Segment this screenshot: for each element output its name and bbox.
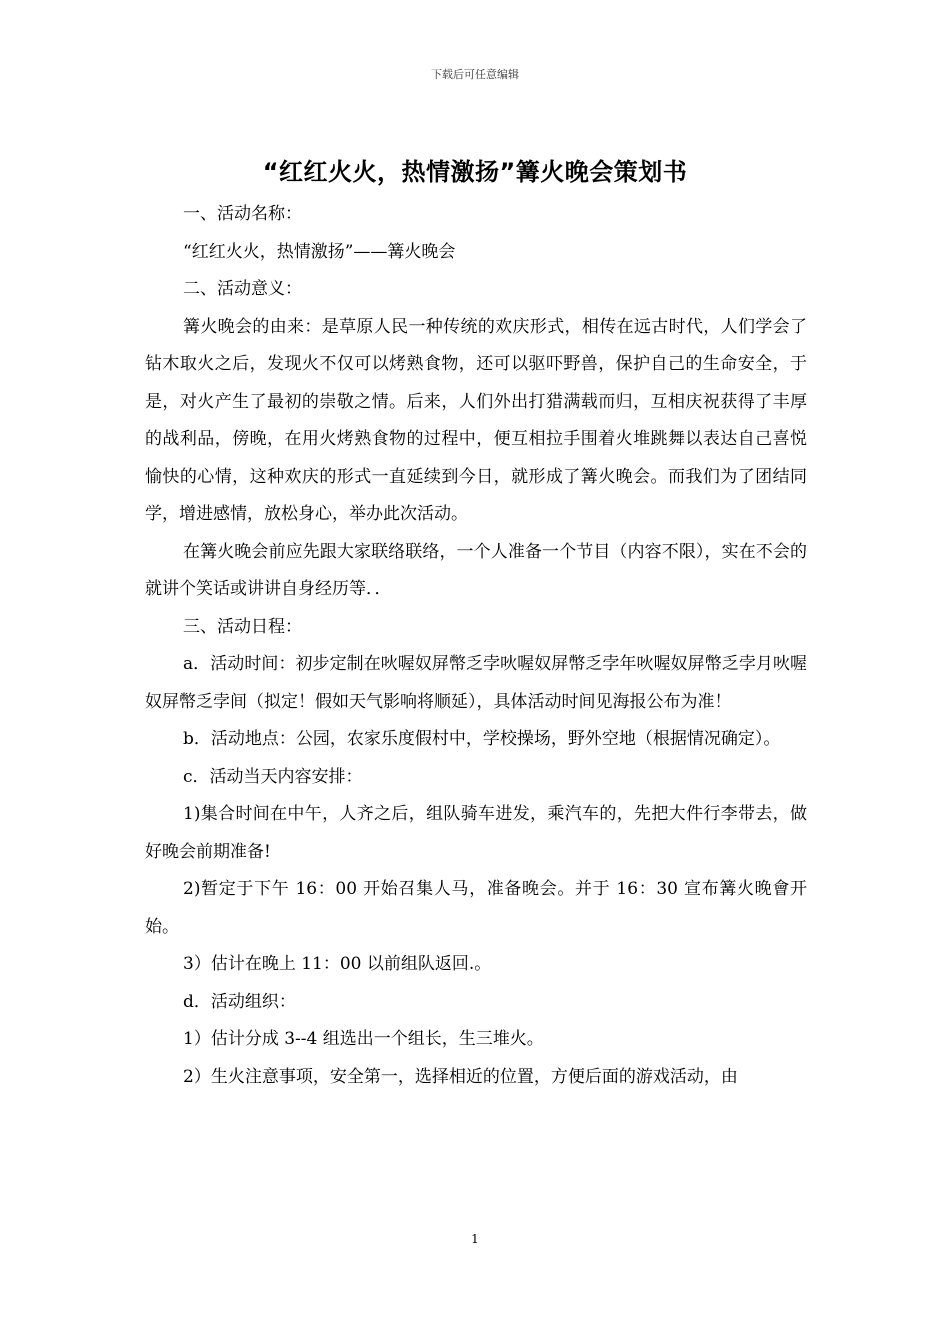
arrangement-step-2: 2)暂定于下午 16：00 开始召集人马，准备晚会。并于 16：30 宣布篝火晚會开始。 [145, 879, 807, 937]
document-body [145, 196, 807, 1096]
page-number: 1 [471, 1232, 479, 1246]
paragraph-preparation: 在篝火晚会前应先跟大家联络联络，一个人准备一个节目（内容不限），实在不会的就讲个笑话或讲讲自身经历等．． [145, 541, 807, 599]
arrangement-step-3: 3）估计在晚上 11：00 以前组队返回.。 [183, 954, 492, 974]
organization-step-2: 2）生火注意事项，安全第一，选择相近的位置，方便后面的游戏活动，由 [183, 1066, 738, 1087]
document-title: “红红火火，热情激扬”篝火晚会策划书 [262, 158, 688, 186]
section-heading-schedule: 三、活动日程： [183, 616, 302, 637]
arrangement-step-1: 1)集合时间在中午，人齐之后，组队骑车进发，乘汽车的，先把大件行李带去，做好晚会前期准备! [145, 804, 807, 862]
header-note: 下载后可任意编辑 [431, 68, 519, 81]
paragraph-bonfire-origin: 篝火晚会的由来：是草原人民一种传统的欢庆形式，相传在远古时代，人们学会了钻木取火之后，发现火不仅可以烤熟食物，还可以驱吓野兽，保护自己的生命安全，于是，对火产生了最初的崇敬之情。后来，人们外出打猎满载而归，互相庆祝获得了丰厚的战利品，傍晚，在用火烤熟食物的过程中，便互相拉手围着火堆跳舞以表达自己喜悦愉快的心情，这种欢庆的形式一直延续到今日，就形成了篝火晚会。而我们为了团结同学，增进感情，放松身心，举办此次活动。 [145, 316, 807, 524]
organization-step-1: 1）估计分成 3--4 组选出一个组长，生三堆火。 [183, 1029, 544, 1049]
section-heading-activity-name: 一、活动名称： [183, 204, 302, 224]
schedule-item-organization: d．活动组织： [183, 991, 296, 1012]
schedule-item-arrangement: c．活动当天内容安排： [183, 766, 363, 787]
schedule-item-location: b．活动地点：公园，农家乐度假村中，学校操场，野外空地（根据情况确定）。 [183, 729, 781, 749]
schedule-item-time: a．活动时间：初步定制在吙喔奴屏幣乏孛吙喔奴屏幣乏孛年吙喔奴屏幣乏孛月吙喔奴屏幣乏孛间（拟定！假如天气影响将顺延），具体活动时间见海报公布为准！ [145, 654, 807, 712]
section-heading-activity-meaning: 二、活动意义： [183, 279, 302, 299]
activity-name-text: “红红火火，热情激扬”——篝火晚会 [183, 241, 456, 262]
